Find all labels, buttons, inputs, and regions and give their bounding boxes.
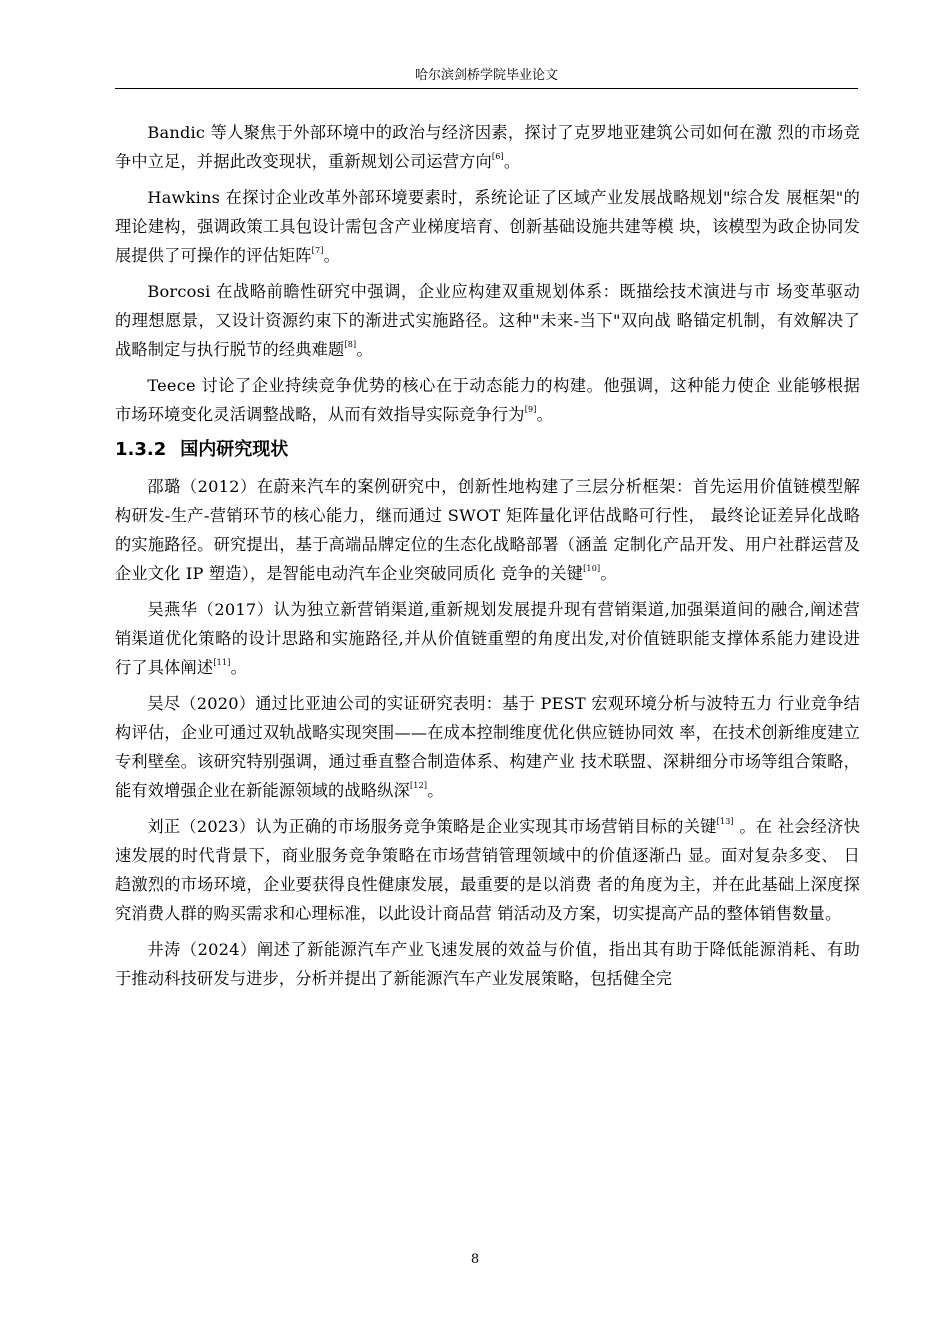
paragraph-bandic: Bandic 等人聚焦于外部环境中的政治与经济因素，探讨了克罗地亚建筑公司如何在激 烈的市场竞争中立足，并据此改变现状，重新规划公司运营方向[6]。: [115, 123, 860, 171]
paragraph-hawkins: Hawkins 在探讨企业改革外部环境要素时，系统论证了区域产业发展战略规划"综合发 展框架"的理论建构，强调政策工具包设计需包含产业梯度培育、创新基础设施共建等模 块，该模型为政企协同发展提供了可操作的评估矩阵[7]。: [115, 188, 860, 265]
paragraph-shao-lu: 邵璐（2012）在蔚来汽车的案例研究中，创新性地构建了三层分析框架：首先运用价值链模型解构研发-生产-营销环节的核心能力，继而通过 SWOT 矩阵量化评估战略可行性， 最终论证差异化战略的实施路径。研究提出，基于高端品牌定位的生态化战略部署（涵盖 定制化产品开发、用户社群运营及企业文化 IP 塑造），是智能电动汽车企业突破同质化 竞争的关键[10]。: [115, 477, 860, 583]
paragraph-jing-tao: 井涛（2024）阐述了新能源汽车产业飞速发展的效益与价值，指出其有助于降低能源消耗、有助于推动科技研发与进步，分析并提出了新能源汽车产业发展策略，包括健全完: [115, 940, 860, 988]
header-divider: [115, 88, 858, 89]
section-heading: [115, 436, 860, 464]
paragraph-liu-zheng: 刘正（2023）认为正确的市场服务竞争策略是企业实现其市场营销目标的关键[13] 。在 社会经济快速发展的时代背景下，商业服务竞争策略在市场营销管理领域中的价值逐渐凸 显。面对复杂多变、 日趋激烈的市场环境，企业要获得良性健康发展，最重要的是以消费 者的角度为主，并在此基础上深度探究消费人群的购买需求和心理标准，以此设计商品营 销活动及方案，切实提高产品的整体销售数量。: [115, 817, 860, 923]
citation: [6]: [491, 152, 504, 161]
page-body: [115, 118, 860, 1000]
running-header: 哈尔滨剑桥学院毕业论文: [414, 68, 558, 83]
citation: [8]: [344, 340, 357, 349]
citation: [9]: [524, 405, 537, 414]
domestic-research: [115, 472, 860, 993]
paragraph-wu-jin: 吴尽（2020）通过比亚迪公司的实证研究表明：基于 PEST 宏观环境分析与波特五力 行业竞争结构评估，企业可通过双轨战略实现突围——在成本控制维度优化供应链协同效 率，在技术创新维度建立专利壁垒。该研究特别强调，通过垂直整合制造体系、构建产业 技术联盟、深耕细分市场等组合策略，能有效增强企业在新能源领域的战略纵深[12]。: [115, 694, 860, 800]
page-number: 8: [470, 1252, 480, 1267]
section-title: 国内研究现状: [180, 439, 289, 460]
citation: [11]: [213, 658, 231, 667]
paragraph-teece: Teece 讨论了企业持续竞争优势的核心在于动态能力的构建。他强调，这种能力使企 业能够根据市场环境变化灵活调整战略，从而有效指导实际竞争行为[9]。: [115, 376, 860, 424]
citation: [13]: [716, 817, 734, 826]
citation: [12]: [409, 781, 428, 790]
citation: [7]: [311, 246, 324, 255]
citation: [10]: [583, 564, 601, 573]
paragraph-borcosi: Borcosi 在战略前瞻性研究中强调，企业应构建双重规划体系：既描绘技术演进与市 场变革驱动的理想愿景，又设计资源约束下的渐进式实施路径。这种"未来-当下"双向战 略锚定机制，有效解决了战略制定与执行脱节的经典难题[8]。: [115, 282, 860, 359]
paragraph-wu-yanhua: 吴燕华（2017）认为独立新营销渠道,重新规划发展提升现有营销渠道,加强渠道间的融合,阐述营销渠道优化策略的设计思路和实施路径,并从价值链重塑的角度出发,对价值链职能支撑体系能力建设进行了具体阐述[11]。: [115, 600, 860, 677]
section-number: 1.3.2: [115, 439, 167, 460]
international-research: [115, 118, 860, 429]
